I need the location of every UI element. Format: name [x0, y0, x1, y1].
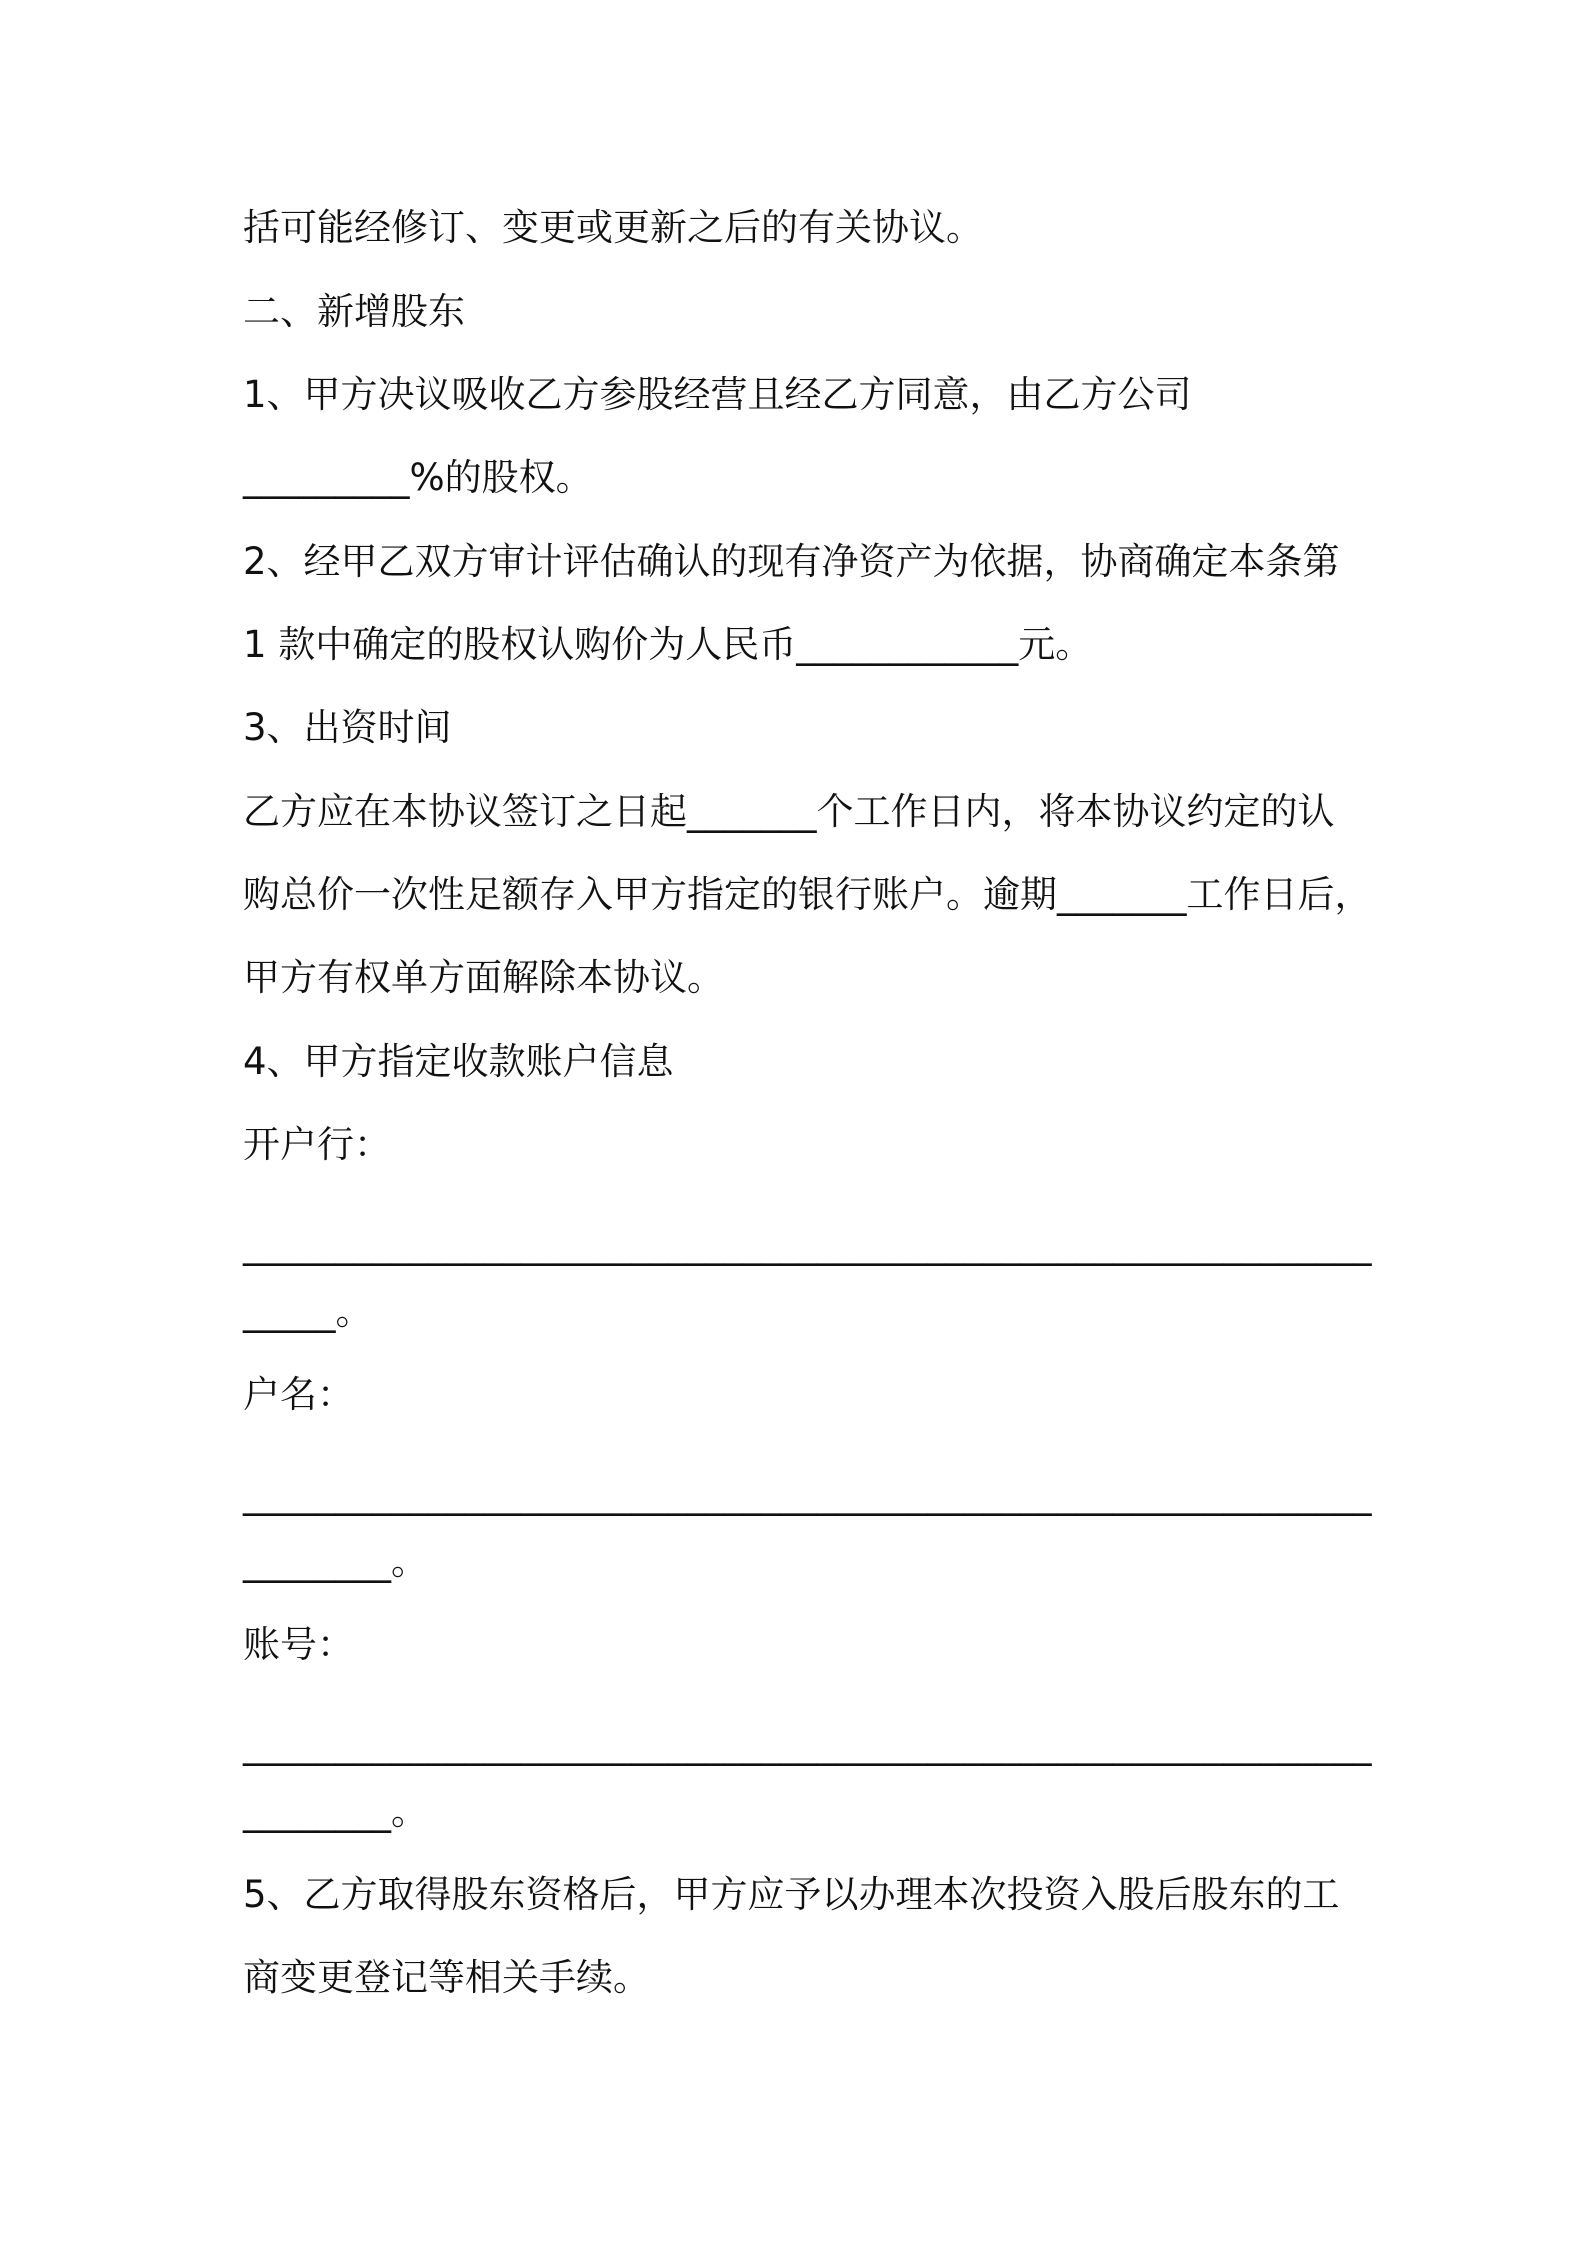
- clause-2-line-1: 2、经甲乙双方审计评估确认的现有净资产为依据，协商确定本条第: [243, 540, 1340, 583]
- account-name-blank-line-1: _____________________________________________________________: [243, 1473, 1372, 1516]
- clause-5-line-1: 5、乙方取得股东资格后，甲方应予以办理本次投资入股后股东的工: [243, 1873, 1340, 1916]
- account-number-blank-line-1: _____________________________________________________________: [243, 1723, 1372, 1766]
- account-name-label: 户名：: [243, 1373, 354, 1416]
- account-number-label: 账号：: [243, 1623, 354, 1666]
- bank-blank-line-1: _____________________________________________________________: [243, 1223, 1372, 1266]
- clause-5-line-2: 商变更登记等相关手续。: [243, 1956, 650, 1999]
- clause-2-line-2: 1 款中确定的股权认购价为人民币____________元。: [243, 623, 1093, 666]
- account-name-blank-line-2: ________。: [243, 1540, 428, 1583]
- clause-continuation: 括可能经修订、变更或更新之后的有关协议。: [243, 206, 983, 249]
- section-heading-new-shareholder: 二、新增股东: [243, 290, 465, 333]
- clause-3-line-1: 乙方应在本协议签订之日起_______个工作日内，将本协议约定的认: [243, 790, 1335, 833]
- bank-label: 开户行：: [243, 1123, 391, 1166]
- clause-1-line-1: 1、甲方决议吸收乙方参股经营且经乙方同意，由乙方公司: [243, 373, 1192, 416]
- clause-1-line-2: _________%的股权。: [243, 456, 593, 499]
- bank-blank-line-2: _____。: [243, 1290, 373, 1333]
- clause-4-heading: 4、甲方指定收款账户信息: [243, 1040, 674, 1083]
- clause-3-line-2: 购总价一次性足额存入甲方指定的银行账户。逾期_______工作日后，: [243, 873, 1372, 916]
- account-number-blank-line-2: ________。: [243, 1790, 428, 1833]
- clause-3-heading: 3、出资时间: [243, 706, 452, 749]
- clause-3-line-3: 甲方有权单方面解除本协议。: [243, 956, 724, 999]
